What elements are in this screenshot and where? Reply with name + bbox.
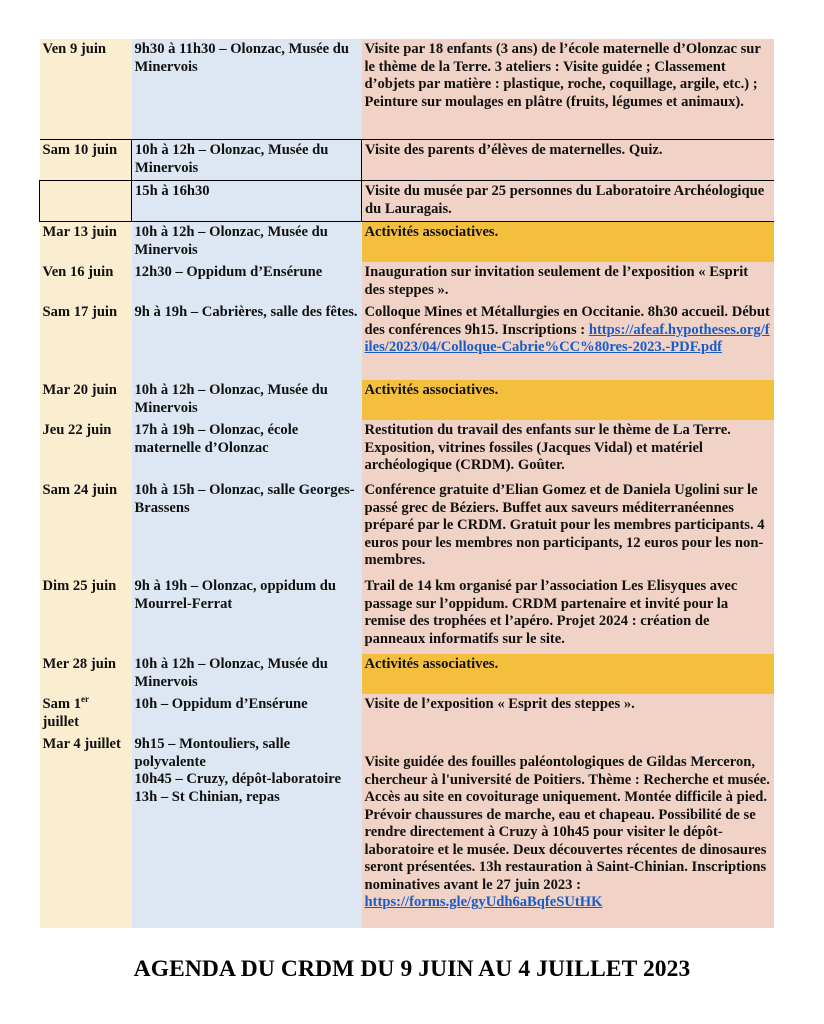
row-description: Visite par 18 enfants (3 ans) de l’école maternelle d’Olonzac sur le thème de la Terre. 3 ateliers : Visite guidée ; Classement d’objets par matière : plastique, roche, coquillage, argile, etc.) ; Peinture sur moulages en plâtre (fruits, légumes et animaux).	[362, 39, 775, 140]
row-description-text: Colloque Mines et Métallurgies en Occitanie. 8h30 accueil. Début des conférences 9h15. Inscriptions :	[364, 304, 770, 338]
row-description	[362, 734, 775, 928]
row-place: 10h à 15h – Olonzac, salle Georges-Brassens	[132, 480, 362, 576]
row-place	[132, 734, 362, 928]
row-place: 10h à 12h – Olonzac, Musée du Minervois	[132, 380, 362, 420]
table-row	[40, 262, 775, 302]
row-date: Dim 25 juin	[40, 576, 132, 654]
row-place: 17h à 19h – Olonzac, école maternelle d’Olonzac	[132, 420, 362, 480]
row-description: Visite des parents d’élèves de maternelles. Quiz.	[362, 140, 775, 181]
row-date-tail: juillet	[42, 713, 79, 730]
row-date: Mer 28 juin	[40, 654, 132, 694]
row-description: Activités associatives.	[362, 380, 775, 420]
row-place: 15h à 16h30	[132, 181, 362, 222]
row-date	[40, 181, 132, 222]
row-place: 10h – Oppidum d’Ensérune	[132, 694, 362, 734]
row-description: Restitution du travail des enfants sur le thème de La Terre. Exposition, vitrines fossiles (Jacques Vidal) et matériel archéologique (CRDM). Goûter.	[362, 420, 775, 480]
row-date: Sam 24 juin	[40, 480, 132, 576]
row-place: 9h à 19h – Cabrières, salle des fêtes.	[132, 302, 362, 380]
row-date: Sam 10 juin	[40, 140, 132, 181]
colloque-registration-link[interactable]: https://afeaf.hypotheses.org/files/2023/04/Colloque-Cabrie%CC%80res-2023.-PDF.pdf	[364, 321, 770, 355]
row-description: Visite de l’exposition « Esprit des steppes ».	[362, 694, 775, 734]
row-description: Trail de 14 km organisé par l’association Les Elisyques avec passage sur l’oppidum. CRDM partenaire et invité pour la remise des trophées et l’apéro. Projet 2024 : création de panneaux informatifs sur le site.	[362, 576, 775, 654]
table-row	[40, 380, 775, 420]
table-row	[40, 39, 775, 140]
row-place: 12h30 – Oppidum d’Ensérune	[132, 262, 362, 302]
row-place-line: 10h45 – Cruzy, dépôt-laboratoire	[134, 771, 341, 787]
table-row	[40, 694, 775, 734]
table-row	[40, 222, 775, 263]
visit-registration-link[interactable]: https://forms.gle/gyUdh6aBqfeSUtHK	[364, 894, 603, 910]
row-date: Sam 17 juin	[40, 302, 132, 380]
row-date	[40, 694, 132, 734]
row-place-line: 13h – St Chinian, repas	[134, 788, 280, 805]
table-row	[40, 181, 775, 222]
table-row	[40, 480, 775, 576]
row-place: 9h30 à 11h30 – Olonzac, Musée du Minervois	[132, 39, 362, 140]
row-place: 10h à 12h – Olonzac, Musée du Minervois	[132, 222, 362, 263]
row-date: Jeu 22 juin	[40, 420, 132, 480]
page-title: AGENDA DU CRDM DU 9 JUIN AU 4 JUILLET 2023	[133, 956, 691, 982]
row-description-text: Visite guidée des fouilles paléontologiques de Gildas Merceron, chercheur à l'université de Poitiers. Thème : Recherche et musée. Accès au site en covoiturage uniquement. Montée difficile à pied. Prévoir chaussures de marche, eau et chapeau. Possibilité de se rendre directement à Cruzy à 10h45 pour visiter le dépôt-laboratoire et le musée. Deux découvertes récentes de dinosaures seront présentées. 13h restauration à Saint-Chinian. Inscriptions nominatives avant le 27 juin 2023 :	[364, 754, 770, 893]
row-place: 10h à 12h – Olonzac, Musée du Minervois	[132, 654, 362, 694]
table-row	[40, 302, 775, 380]
row-place: 10h à 12h – Olonzac, Musée du Minervois	[132, 140, 362, 181]
row-date-main: Sam 1	[42, 696, 82, 712]
row-description: Activités associatives.	[362, 654, 775, 694]
row-date-superscript: er	[81, 694, 90, 705]
row-description: Inauguration sur invitation seulement de l’exposition « Esprit des steppes ».	[362, 262, 775, 302]
row-description	[362, 302, 775, 380]
row-place-line: 9h15 – Montouliers, salle polyvalente	[134, 736, 291, 770]
agenda-table	[39, 39, 774, 928]
row-description: Visite du musée par 25 personnes du Laboratoire Archéologique du Lauragais.	[362, 181, 775, 222]
row-place: 9h à 19h – Olonzac, oppidum du Mourrel-Ferrat	[132, 576, 362, 654]
row-description: Conférence gratuite d’Elian Gomez et de Daniela Ugolini sur le passé grec de Béziers. Buffet aux saveurs méditerranéennes préparé par le CRDM. Gratuit pour les membres participants. 4 euros pour les membres non participants, 12 euros pour les non-membres.	[362, 480, 775, 576]
table-row	[40, 420, 775, 480]
row-date: Mar 4 juillet	[40, 734, 132, 928]
row-date: Ven 16 juin	[40, 262, 132, 302]
row-description: Activités associatives.	[362, 222, 775, 263]
table-row	[40, 654, 775, 694]
table-row	[40, 576, 775, 654]
table-row	[40, 140, 775, 181]
row-date: Ven 9 juin	[40, 39, 132, 140]
row-date: Mar 13 juin	[40, 222, 132, 263]
table-row	[40, 734, 775, 928]
row-date: Mar 20 juin	[40, 380, 132, 420]
